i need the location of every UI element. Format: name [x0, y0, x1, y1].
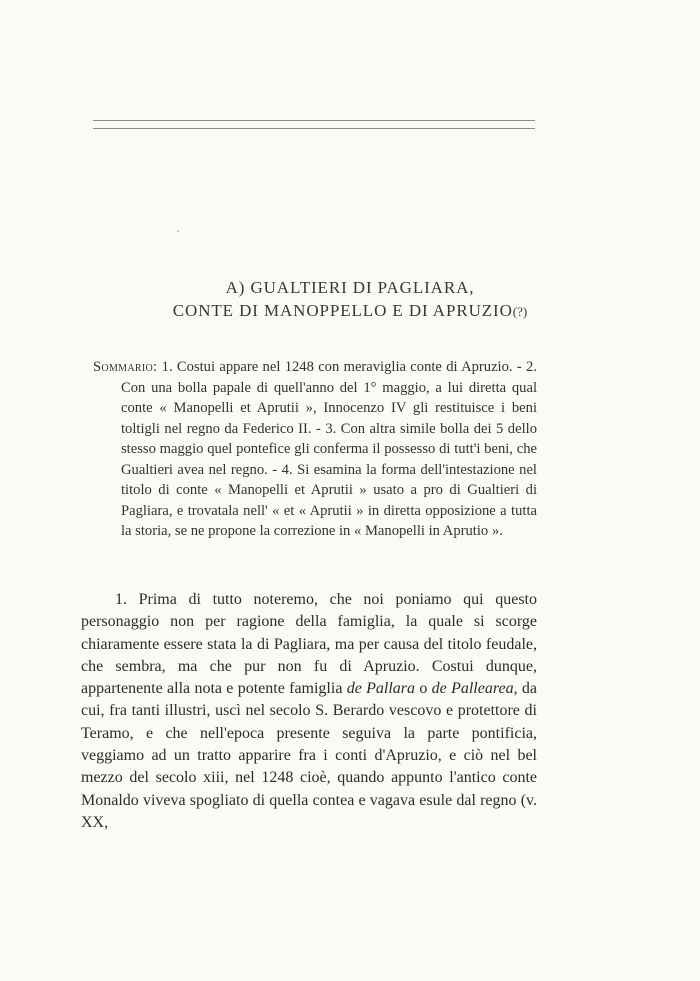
- section-title-line1: A) GUALTIERI DI PAGLIARA,: [225, 278, 475, 297]
- paragraph-1-part1: 1. Prima di tutto noteremo, che noi poniamo qui questo personaggio non per ragione della famiglia, la quale si scorge chiaramente essere stata la di Pagliara, ma per causa del titolo feudale, che sembra, ma che pur non fu di Apruzio. Costui dunque, appartenente alla nota e potente famiglia: [81, 591, 537, 698]
- italic-name-1: de Pallara: [346, 680, 416, 698]
- summary-label: Sommario:: [93, 359, 158, 375]
- italic-name-2: de Pallearea: [431, 680, 514, 698]
- paragraph-1-part3: , da cui, fra tanti illustri, uscì nel secolo S. Berardo vescovo e protettore di Teramo, e che nell'epoca presente seguiva la parte pontificia, veggiamo ad un tratto apparire fra i conti d'Apruzio, e ciò nel bel mezzo del secolo xiii, nel 1248 cioè, quando appunto l'antico conte Monaldo viveva spogliato di quella contea e vagava esule dal regno (v. XX,: [81, 680, 538, 831]
- section-title-line2-text: CONTE DI MANOPPELLO E DI APRUZIO: [172, 301, 513, 320]
- header-rule-bottom: [93, 128, 535, 129]
- section-title-mark: (?): [512, 304, 528, 319]
- paragraph-1: [81, 589, 537, 834]
- paper-speck: [177, 230, 179, 232]
- summary-text: 1. Costui appare nel 1248 con meraviglia conte di Apruzio. - 2. Con una bolla papale di quell'anno del 1° maggio, a lui diretta qual conte « Manopelli et Aprutii », Innocenzo IV gli restituisce i beni toltigli nel regno da Federico II. - 3. Con altra simile bolla dei 5 dello stesso maggio quel pontefice gli conferma il possesso di tutt'i beni, che Gualtieri avea nel regno. - 4. Si esamina la forma dell'intestazione nel titolo di conte « Manopelli et Aprutii » usato a pro di Gualtieri di Pagliara, e trovatala nell' « et « Aprutii » in diretta opposizione a tutta la storia, se ne propone la correzione in « Manopelli in Aprutio ».: [121, 359, 537, 539]
- paragraph-1-part2: o: [415, 680, 432, 698]
- header-rule-top: [93, 120, 535, 121]
- body-text: [81, 589, 537, 834]
- section-title-line2: [0, 301, 700, 321]
- summary-block: [93, 357, 537, 542]
